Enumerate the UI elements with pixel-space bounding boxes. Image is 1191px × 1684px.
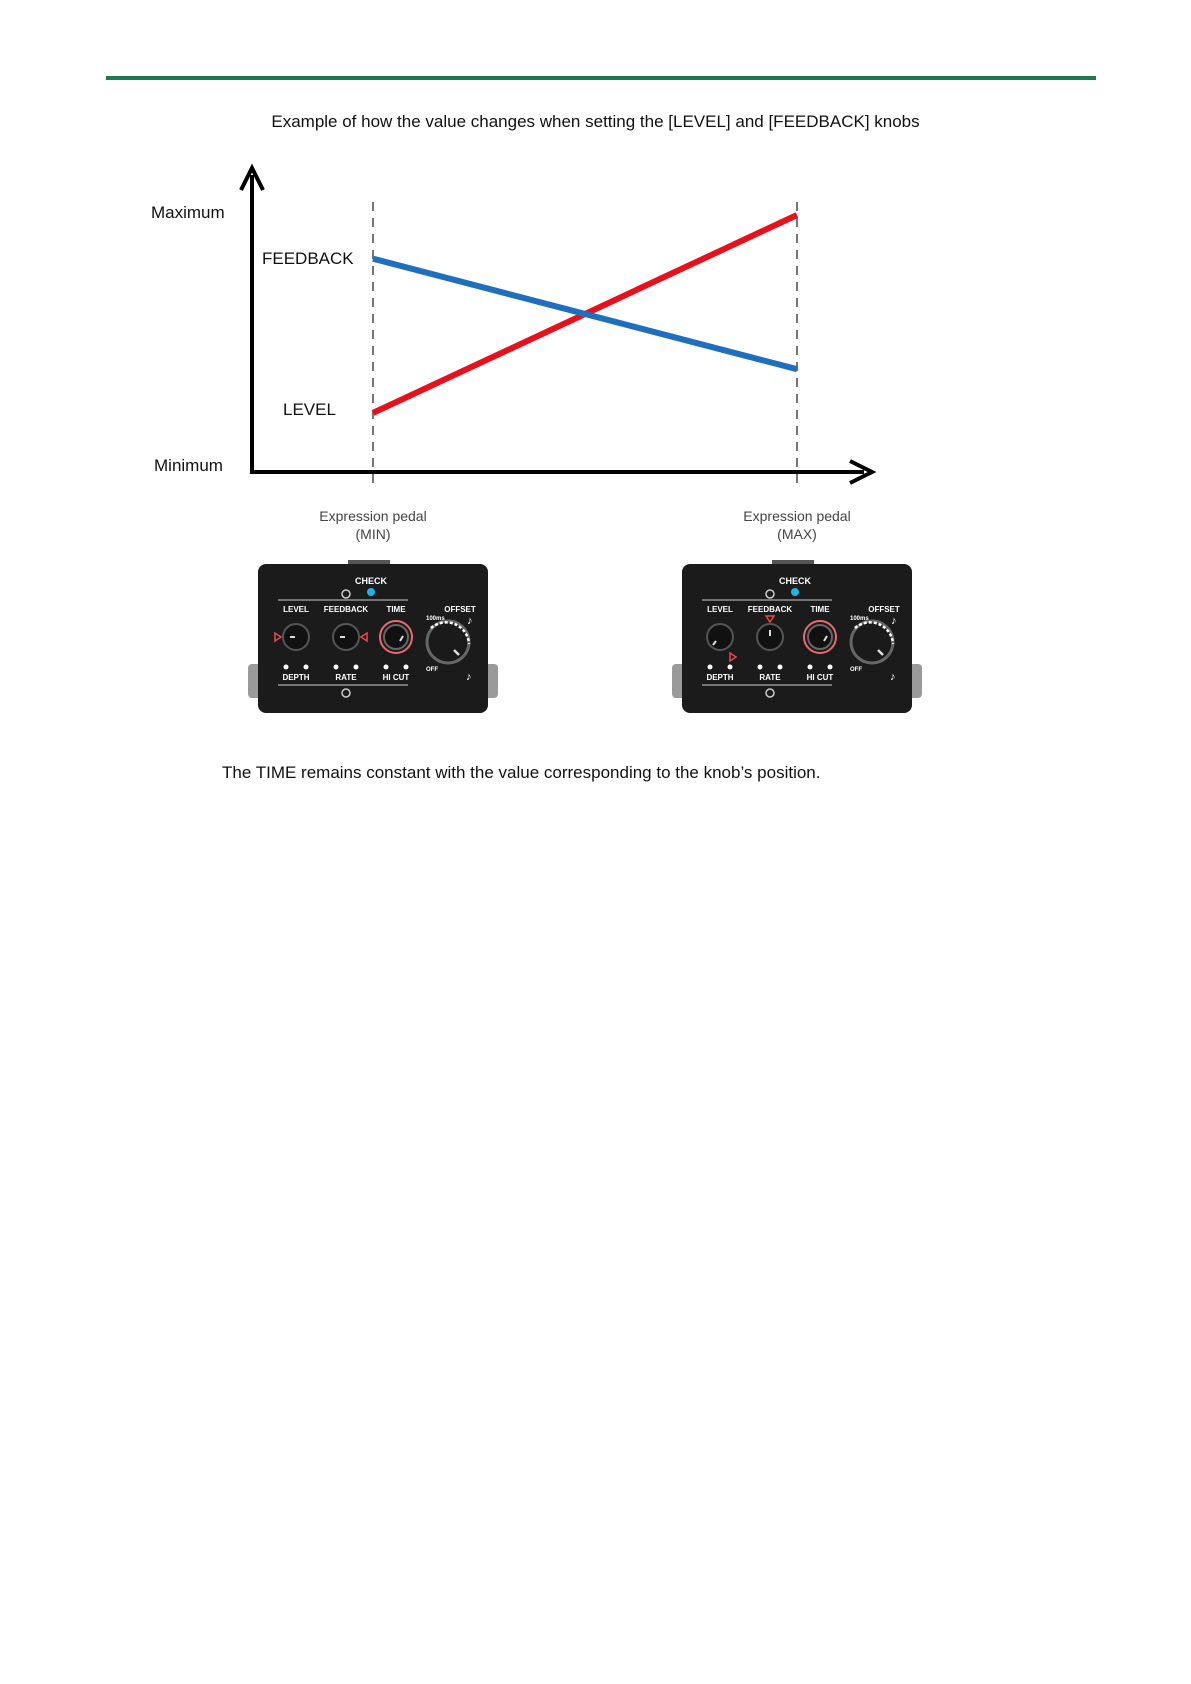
x-label-min bbox=[273, 507, 473, 543]
check-led bbox=[791, 588, 799, 596]
series-label-level: LEVEL bbox=[283, 400, 336, 419]
feedback-knob bbox=[757, 624, 783, 650]
time-label: TIME bbox=[810, 605, 830, 614]
dot-level-l bbox=[284, 665, 289, 670]
off-label: OFF bbox=[426, 667, 438, 673]
level-label: LEVEL bbox=[283, 605, 309, 614]
check-label: CHECK bbox=[778, 576, 812, 586]
time-knob bbox=[808, 625, 832, 649]
dot-feedback-r bbox=[778, 665, 783, 670]
x-label-max-line2: (MAX) bbox=[777, 526, 817, 542]
check-label: CHECK bbox=[354, 576, 388, 586]
level-knob bbox=[707, 624, 733, 650]
dot-time-r bbox=[828, 665, 833, 670]
rate-label: RATE bbox=[759, 673, 781, 682]
ms-label: 100ms bbox=[850, 616, 869, 622]
check-led bbox=[367, 588, 375, 596]
figure-caption: Example of how the value changes when setting the [LEVEL] and [FEEDBACK] knobs bbox=[271, 112, 920, 131]
level-label: LEVEL bbox=[707, 605, 733, 614]
pedal-image-min bbox=[248, 558, 498, 713]
x-label-min-line2: (MIN) bbox=[355, 526, 391, 542]
dot-level-r bbox=[304, 665, 309, 670]
time-knob bbox=[384, 625, 408, 649]
value-change-chart bbox=[0, 0, 1191, 560]
dot-time-l bbox=[384, 665, 389, 670]
note-icon-top: ♪ bbox=[891, 615, 897, 627]
dot-level-r bbox=[728, 665, 733, 670]
feedback-label: FEEDBACK bbox=[323, 605, 369, 614]
x-label-min-line1: Expression pedal bbox=[319, 508, 427, 524]
y-min-label: Minimum bbox=[154, 456, 223, 475]
ms-label: 100ms bbox=[426, 616, 445, 622]
offset-label: OFFSET bbox=[868, 605, 900, 614]
series-label-feedback: FEEDBACK bbox=[262, 249, 354, 268]
dot-feedback-l bbox=[758, 665, 763, 670]
series-line-feedback bbox=[373, 259, 797, 370]
time-note: The TIME remains constant with the value corresponding to the knob’s position. bbox=[222, 763, 821, 782]
dot-feedback-l bbox=[334, 665, 339, 670]
depth-label: DEPTH bbox=[282, 673, 310, 682]
hicut-label: HI CUT bbox=[382, 673, 410, 682]
x-label-max-line1: Expression pedal bbox=[743, 508, 851, 524]
note-icon-top: ♪ bbox=[467, 615, 473, 627]
dot-level-l bbox=[708, 665, 713, 670]
note-icon-bottom: ♪ bbox=[890, 671, 896, 683]
rate-label: RATE bbox=[335, 673, 357, 682]
feedback-knob bbox=[333, 624, 359, 650]
time-label: TIME bbox=[386, 605, 406, 614]
depth-label: DEPTH bbox=[706, 673, 734, 682]
dot-feedback-r bbox=[354, 665, 359, 670]
y-max-label: Maximum bbox=[151, 203, 225, 222]
pedal-image-max bbox=[672, 558, 922, 713]
dot-time-r bbox=[404, 665, 409, 670]
hicut-label: HI CUT bbox=[806, 673, 834, 682]
note-icon-bottom: ♪ bbox=[466, 671, 472, 683]
off-label: OFF bbox=[850, 667, 862, 673]
x-label-max bbox=[697, 507, 897, 543]
feedback-label: FEEDBACK bbox=[747, 605, 793, 614]
dot-time-l bbox=[808, 665, 813, 670]
level-knob bbox=[283, 624, 309, 650]
offset-label: OFFSET bbox=[444, 605, 476, 614]
